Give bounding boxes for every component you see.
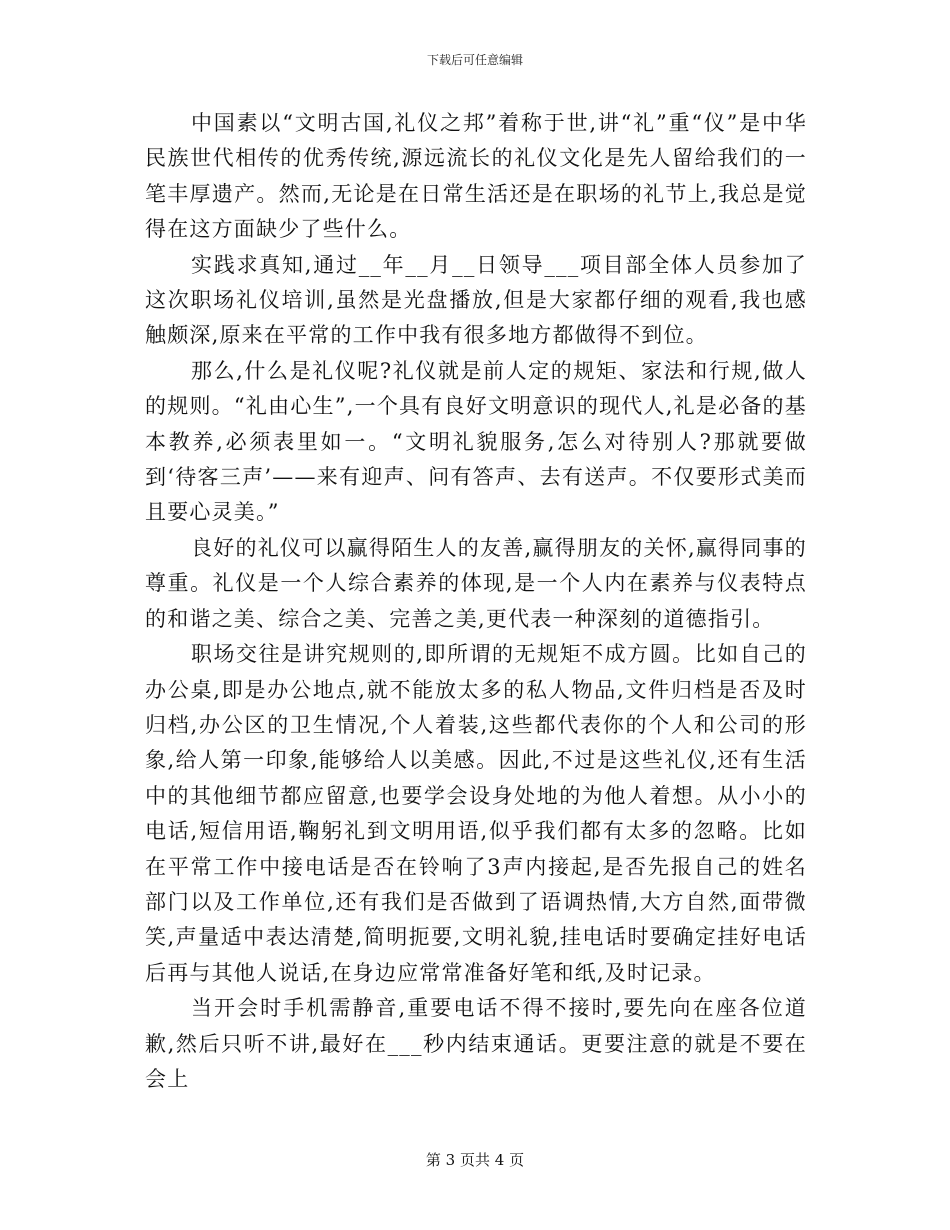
paragraph-4: 良好的礼仪可以赢得陌生人的友善,赢得朋友的关怀,赢得同事的尊重。礼仪是一个人综合素养的体现,是一个人内在素养与仪表特点的和谐之美、综合之美、完善之美,更代表一种深刻的道德指引。 [145, 535, 807, 631]
page-header: 下载后可任意编辑 [426, 53, 523, 67]
document-body [145, 106, 807, 1097]
paragraph-5: 职场交往是讲究规则的,即所谓的无规矩不成方圆。比如自己的办公桌,即是办公地点,就不能放太多的私人物品,文件归档是否及时归档,办公区的卫生情况,个人着装,这些都代表你的个人和公司的形象,给人第一印象,能够给人以美感。因此,不过是这些礼仪,还有生活中的其他细节都应留意,也要学会设身处地的为他人着想。从小小的电话,短信用语,鞠躬礼到文明用语,似乎我们都有太多的忽略。比如在平常工作中接电话是否在铃响了3声内接起,是否先报自己的姓名部门以及工作单位,还有我们是否做到了语调热情,大方自然,面带微笑,声量适中表达清楚,简明扼要,文明礼貌,挂电话时要确定挂好电话后再与其他人说话,在身边应常常准备好笔和纸,及时记录。 [145, 642, 807, 985]
page-number: 第 3 页共 4 页 [425, 1151, 525, 1169]
paragraph-6: 当开会时手机需静音,重要电话不得不接时,要先向在座各位道歉,然后只听不讲,最好在___秒内结束通话。更要注意的就是不要在会上 [145, 996, 807, 1091]
paragraph-2: 实践求真知,通过__年__月__日领导___项目部全体人员参加了这次职场礼仪培训,虽然是光盘播放,但是大家都仔细的观看,我也感触颇深,原来在平常的工作中我有很多地方都做得不到位。 [145, 252, 807, 348]
paragraph-1: 中国素以“文明古国,礼仪之邦”着称于世,讲“礼”重“仪”是中华民族世代相传的优秀传统,源远流长的礼仪文化是先人留给我们的一笔丰厚遗产。然而,无论是在日常生活还是在职场的礼节上,我总是觉得在这方面缺少了些什么。 [145, 111, 807, 242]
paragraph-3: 那么,什么是礼仪呢?礼仪就是前人定的规矩、家法和行规,做人的规则。“礼由心生”,一个具有良好文明意识的现代人,礼是必备的基本教养,必须表里如一。“文明礼貌服务,怎么对待别人?那就要做到‘待客三声’——来有迎声、问有答声、去有送声。不仅要形式美而且要心灵美。” [145, 358, 807, 525]
